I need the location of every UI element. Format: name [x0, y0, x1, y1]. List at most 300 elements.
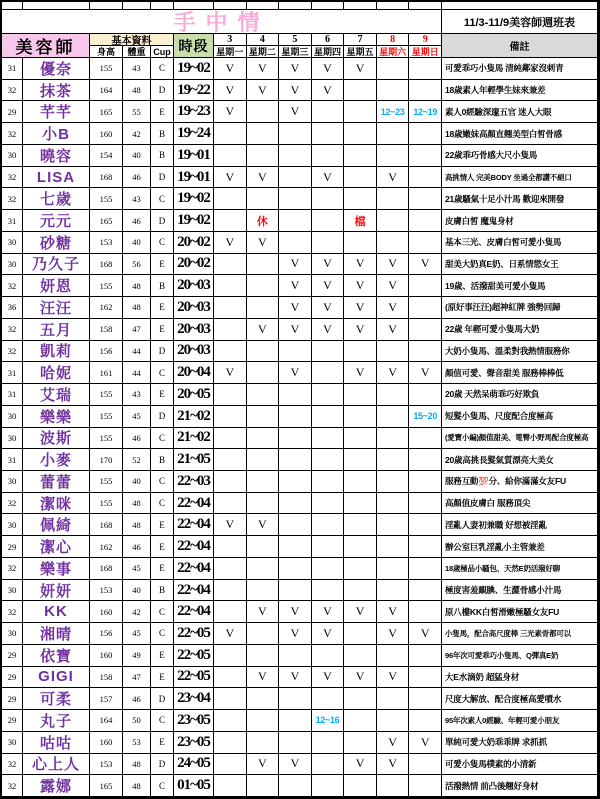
row-time-slot: 21~02 [174, 406, 214, 428]
day-cell [344, 514, 377, 536]
row-cup: C [151, 188, 174, 210]
row-weight: 48 [123, 493, 151, 515]
day-cell: V [377, 254, 410, 276]
day-cell [312, 232, 345, 254]
day-cell [214, 536, 247, 558]
row-remark: 大奶小隻馬、溫柔對我熱情服務你 [442, 341, 598, 363]
row-age: 32 [2, 167, 23, 189]
day-cell [312, 645, 345, 667]
day-cell [312, 580, 345, 602]
day-cell [214, 341, 247, 363]
row-height: 160 [90, 732, 123, 754]
row-weight: 48 [123, 514, 151, 536]
day-cell [377, 341, 410, 363]
row-weight: 40 [123, 580, 151, 602]
day-header-number: 3 [214, 34, 247, 46]
row-height: 153 [90, 232, 123, 254]
day-cell [344, 558, 377, 580]
row-age: 31 [2, 210, 23, 232]
day-cell [279, 580, 312, 602]
day-cell [312, 428, 345, 450]
row-remark: 96年次可愛乖巧小隻馬、Q彈真E奶 [442, 645, 598, 667]
row-height: 156 [90, 341, 123, 363]
row-cup: C [151, 58, 174, 80]
day-cell [409, 210, 442, 232]
day-cell [214, 406, 247, 428]
day-cell [409, 341, 442, 363]
day-cell: V [247, 167, 280, 189]
row-age: 32 [2, 754, 23, 776]
day-cell: V [312, 254, 345, 276]
day-cell: 12~16 [312, 710, 345, 732]
row-cup: E [151, 101, 174, 123]
row-cup: E [151, 667, 174, 689]
row-time-slot: 19~02 [174, 58, 214, 80]
day-cell [279, 341, 312, 363]
row-remark: 單純可愛大奶乖乖牌 求抓抓 [442, 732, 598, 754]
day-cell [312, 449, 345, 471]
row-name: 樂樂 [23, 406, 90, 428]
day-cell: V [344, 319, 377, 341]
day-cell [377, 58, 410, 80]
day-cell [214, 449, 247, 471]
row-name: GIGI [23, 667, 90, 689]
row-cup: E [151, 319, 174, 341]
day-cell [409, 275, 442, 297]
row-weight: 56 [123, 254, 151, 276]
day-cell [247, 384, 280, 406]
row-remark: 活潑熱情 前凸後翹好身材 [442, 775, 598, 797]
row-time-slot: 22~05 [174, 645, 214, 667]
day-cell [247, 406, 280, 428]
row-height: 155 [90, 188, 123, 210]
day-cell [312, 558, 345, 580]
day-cell [214, 123, 247, 145]
row-name: 乃久子 [23, 254, 90, 276]
day-cell [279, 558, 312, 580]
day-cell [344, 406, 377, 428]
row-time-slot: 21~02 [174, 428, 214, 450]
day-cell [214, 493, 247, 515]
row-time-slot: 20~04 [174, 362, 214, 384]
row-name: KK [23, 601, 90, 623]
row-height: 164 [90, 710, 123, 732]
row-time-slot: 01~05 [174, 775, 214, 797]
row-age: 32 [2, 188, 23, 210]
row-cup: C [151, 775, 174, 797]
day-cell: V [312, 601, 345, 623]
day-cell [344, 688, 377, 710]
row-time-slot: 20~03 [174, 341, 214, 363]
day-cell [312, 775, 345, 797]
row-time-slot: 22~04 [174, 536, 214, 558]
day-cell [214, 710, 247, 732]
day-cell [214, 601, 247, 623]
day-cell: V [377, 601, 410, 623]
row-cup: E [151, 297, 174, 319]
row-time-slot: 20~03 [174, 319, 214, 341]
row-cup: C [151, 362, 174, 384]
day-cell [409, 775, 442, 797]
day-cell: V [247, 601, 280, 623]
day-cell [247, 428, 280, 450]
row-height: 158 [90, 667, 123, 689]
day-cell [312, 754, 345, 776]
top-sliver-cell [123, 2, 151, 10]
day-cell [409, 645, 442, 667]
row-weight: 52 [123, 449, 151, 471]
column-header-remark: 備註 [442, 34, 598, 58]
day-cell [377, 493, 410, 515]
day-cell [409, 449, 442, 471]
row-weight: 45 [123, 406, 151, 428]
row-name: 五月 [23, 319, 90, 341]
day-cell [344, 384, 377, 406]
day-cell: V [377, 297, 410, 319]
row-cup: D [151, 210, 174, 232]
row-name: LISA [23, 167, 90, 189]
row-name: 露娜 [23, 775, 90, 797]
row-time-slot: 23~05 [174, 710, 214, 732]
day-cell [279, 145, 312, 167]
day-cell [377, 80, 410, 102]
row-time-slot: 19~02 [174, 210, 214, 232]
row-weight: 46 [123, 167, 151, 189]
row-age: 31 [2, 449, 23, 471]
row-cup: C [151, 428, 174, 450]
row-height: 160 [90, 645, 123, 667]
day-cell: V [377, 667, 410, 689]
day-cell: V [377, 732, 410, 754]
row-cup: D [151, 80, 174, 102]
day-cell: V [312, 297, 345, 319]
row-remark: 高挑情人 完美BODY 坐過全都讚不絕口 [442, 167, 598, 189]
row-height: 160 [90, 601, 123, 623]
row-weight: 46 [123, 428, 151, 450]
row-remark: 素人0經驗深邃五官 迷人大眼 [442, 101, 598, 123]
row-remark: 可愛乖巧小隻馬 清純鄰家沒刺青 [442, 58, 598, 80]
row-time-slot: 22~04 [174, 514, 214, 536]
top-sliver-cell [409, 2, 442, 10]
row-weight: 44 [123, 341, 151, 363]
row-remark: 可愛小隻馬樸素的小清新 [442, 754, 598, 776]
row-cup: D [151, 754, 174, 776]
row-cup: B [151, 275, 174, 297]
row-height: 154 [90, 145, 123, 167]
row-age: 32 [2, 775, 23, 797]
day-header-number: 9 [409, 34, 442, 46]
row-height: 168 [90, 514, 123, 536]
column-header-weight: 體重 [123, 46, 151, 58]
row-time-slot: 19~02 [174, 188, 214, 210]
day-cell [344, 710, 377, 732]
day-cell [247, 145, 280, 167]
row-age: 31 [2, 362, 23, 384]
day-cell: V [409, 362, 442, 384]
day-cell [344, 80, 377, 102]
day-cell [377, 775, 410, 797]
day-cell: V [312, 80, 345, 102]
day-cell [312, 188, 345, 210]
day-cell [214, 428, 247, 450]
row-cup: C [151, 232, 174, 254]
day-cell: V [279, 254, 312, 276]
day-cell: V [247, 319, 280, 341]
row-height: 153 [90, 754, 123, 776]
row-name: 樂事 [23, 558, 90, 580]
row-height: 164 [90, 80, 123, 102]
day-cell [279, 775, 312, 797]
day-cell [344, 101, 377, 123]
row-remark: 95年次素人0經驗、年輕可愛小朋友 [442, 710, 598, 732]
day-cell [312, 145, 345, 167]
row-remark: 21歲騷氣十足小汁馬 歡迎來開發 [442, 188, 598, 210]
row-cup: D [151, 341, 174, 363]
day-cell: V [312, 58, 345, 80]
row-time-slot: 19~23 [174, 101, 214, 123]
row-remark: 基本三光、皮膚白皙可愛小隻馬 [442, 232, 598, 254]
row-remark: 20歲 天然呆萌乖巧好欺負 [442, 384, 598, 406]
row-remark: (原好事汪汪)超神紅牌 強勢回歸 [442, 297, 598, 319]
row-weight: 40 [123, 232, 151, 254]
day-cell: 15~20 [409, 406, 442, 428]
day-cell: V [344, 754, 377, 776]
row-cup: B [151, 580, 174, 602]
row-weight: 48 [123, 297, 151, 319]
day-cell [377, 188, 410, 210]
row-name: 心上人 [23, 754, 90, 776]
day-cell [409, 514, 442, 536]
row-cup: C [151, 493, 174, 515]
row-age: 30 [2, 406, 23, 428]
day-header-number: 8 [377, 34, 410, 46]
day-cell: V [247, 514, 280, 536]
row-name: 曉容 [23, 145, 90, 167]
row-height: 170 [90, 449, 123, 471]
day-cell [377, 580, 410, 602]
top-sliver-cell [247, 2, 280, 10]
page-title: 手中情 [2, 10, 442, 34]
row-name: 元元 [23, 210, 90, 232]
day-cell [409, 536, 442, 558]
row-time-slot: 22~05 [174, 623, 214, 645]
day-cell: V [247, 58, 280, 80]
day-cell [377, 471, 410, 493]
day-cell: 檔 [344, 210, 377, 232]
day-cell: V [377, 167, 410, 189]
day-cell: V [344, 254, 377, 276]
row-remark: 20歲高挑長髮氣質漂亮大美女 [442, 449, 598, 471]
row-height: 156 [90, 623, 123, 645]
day-cell [214, 384, 247, 406]
row-name: 波斯 [23, 428, 90, 450]
row-height: 155 [90, 275, 123, 297]
day-header-number: 7 [344, 34, 377, 46]
day-cell [247, 449, 280, 471]
day-cell [247, 645, 280, 667]
row-time-slot: 22~04 [174, 601, 214, 623]
day-cell [377, 145, 410, 167]
row-age: 31 [2, 384, 23, 406]
row-remark: 18歲素人年輕學生妹來兼差 [442, 80, 598, 102]
row-cup: B [151, 123, 174, 145]
row-remark: 甜美大奶真E奶、日系情慾女王 [442, 254, 598, 276]
day-cell [409, 297, 442, 319]
row-time-slot: 19~24 [174, 123, 214, 145]
row-cup: D [151, 688, 174, 710]
row-height: 168 [90, 254, 123, 276]
day-cell [279, 449, 312, 471]
day-cell: V [312, 667, 345, 689]
row-remark: 大E水滴奶 超猛身材 [442, 667, 598, 689]
day-cell [214, 558, 247, 580]
row-remark: 淫亂人妻初兼職 好想被淫亂 [442, 514, 598, 536]
row-remark: 小隻馬，配合高尺度棒 三光素骨都可以 [442, 623, 598, 645]
row-weight: 46 [123, 688, 151, 710]
row-age: 31 [2, 58, 23, 80]
day-cell [279, 688, 312, 710]
column-header-time-slot: 時段 [174, 34, 214, 58]
row-age: 29 [2, 645, 23, 667]
day-cell [409, 384, 442, 406]
day-cell: V [279, 754, 312, 776]
row-weight: 43 [123, 58, 151, 80]
day-cell: V [279, 101, 312, 123]
column-header-height: 身高 [90, 46, 123, 58]
top-sliver-cell [214, 2, 247, 10]
row-name: 抹茶 [23, 80, 90, 102]
day-cell [344, 645, 377, 667]
day-cell [214, 667, 247, 689]
row-cup: E [151, 645, 174, 667]
row-remark: 原八樓KK白皙滑嫩極騷女友FU [442, 601, 598, 623]
row-age: 30 [2, 232, 23, 254]
row-remark: 18歲極品小騷包、天然E奶活潑好聊 [442, 558, 598, 580]
row-time-slot: 20~05 [174, 384, 214, 406]
top-sliver-cell [151, 2, 174, 10]
day-cell [214, 254, 247, 276]
day-cell [377, 710, 410, 732]
day-cell [247, 558, 280, 580]
day-cell [247, 101, 280, 123]
row-time-slot: 22~04 [174, 580, 214, 602]
row-cup: E [151, 254, 174, 276]
day-cell [214, 688, 247, 710]
day-cell [312, 210, 345, 232]
day-cell [344, 167, 377, 189]
row-name: 佩綺 [23, 514, 90, 536]
day-cell [344, 775, 377, 797]
day-cell [409, 58, 442, 80]
day-cell [279, 384, 312, 406]
day-cell [247, 623, 280, 645]
top-sliver-cell [2, 2, 23, 10]
row-weight: 45 [123, 623, 151, 645]
day-cell: V [279, 80, 312, 102]
top-sliver-cell [90, 2, 123, 10]
row-age: 30 [2, 514, 23, 536]
row-height: 153 [90, 580, 123, 602]
row-age: 30 [2, 471, 23, 493]
day-cell: V [279, 58, 312, 80]
row-name: 潔心 [23, 536, 90, 558]
row-height: 155 [90, 384, 123, 406]
row-time-slot: 21~05 [174, 449, 214, 471]
row-name: 妍恩 [23, 275, 90, 297]
row-time-slot: 20~02 [174, 232, 214, 254]
day-cell [279, 536, 312, 558]
day-cell [214, 210, 247, 232]
top-sliver-cell [279, 2, 312, 10]
row-time-slot: 20~03 [174, 275, 214, 297]
day-header-label: 星期六 [377, 46, 410, 58]
day-cell [344, 232, 377, 254]
row-name: 潔咪 [23, 493, 90, 515]
day-cell [279, 123, 312, 145]
day-cell [312, 493, 345, 515]
row-time-slot: 22~04 [174, 558, 214, 580]
row-age: 32 [2, 275, 23, 297]
day-cell: 12~19 [409, 101, 442, 123]
day-cell: 休 [247, 210, 280, 232]
row-name: 凱莉 [23, 341, 90, 363]
row-age: 32 [2, 558, 23, 580]
row-remark: 顏值可愛、聲音甜美 服務棒棒低 [442, 362, 598, 384]
day-cell [409, 667, 442, 689]
day-cell [344, 493, 377, 515]
day-cell [344, 732, 377, 754]
day-cell [247, 732, 280, 754]
day-cell: V [214, 514, 247, 536]
day-cell [409, 601, 442, 623]
row-height: 162 [90, 297, 123, 319]
day-cell: V [409, 732, 442, 754]
day-cell [247, 341, 280, 363]
day-cell [279, 428, 312, 450]
row-weight: 42 [123, 601, 151, 623]
row-age: 32 [2, 319, 23, 341]
day-cell [214, 188, 247, 210]
day-cell [247, 275, 280, 297]
row-remark: (愛寶小編)顏值甜美、電臀小野馬配合度極高 [442, 428, 598, 450]
day-cell [344, 428, 377, 450]
row-height: 160 [90, 123, 123, 145]
day-cell [247, 580, 280, 602]
day-cell [312, 341, 345, 363]
row-name: 哈妮 [23, 362, 90, 384]
day-cell [312, 384, 345, 406]
row-name: 丸子 [23, 710, 90, 732]
day-cell [247, 362, 280, 384]
row-height: 157 [90, 688, 123, 710]
row-cup: E [151, 384, 174, 406]
day-cell [247, 471, 280, 493]
day-cell: V [377, 275, 410, 297]
row-name: 芊芊 [23, 101, 90, 123]
day-cell [214, 732, 247, 754]
row-name: 優奈 [23, 58, 90, 80]
row-cup: C [151, 623, 174, 645]
day-cell [247, 536, 280, 558]
day-cell: V [279, 601, 312, 623]
day-header-label: 星期四 [312, 46, 345, 58]
row-age: 29 [2, 688, 23, 710]
day-cell [377, 384, 410, 406]
row-remark: 18歲嫩妹高顏直翹美型白皙骨感 [442, 123, 598, 145]
row-height: 155 [90, 471, 123, 493]
row-height: 158 [90, 319, 123, 341]
row-name: 可柔 [23, 688, 90, 710]
